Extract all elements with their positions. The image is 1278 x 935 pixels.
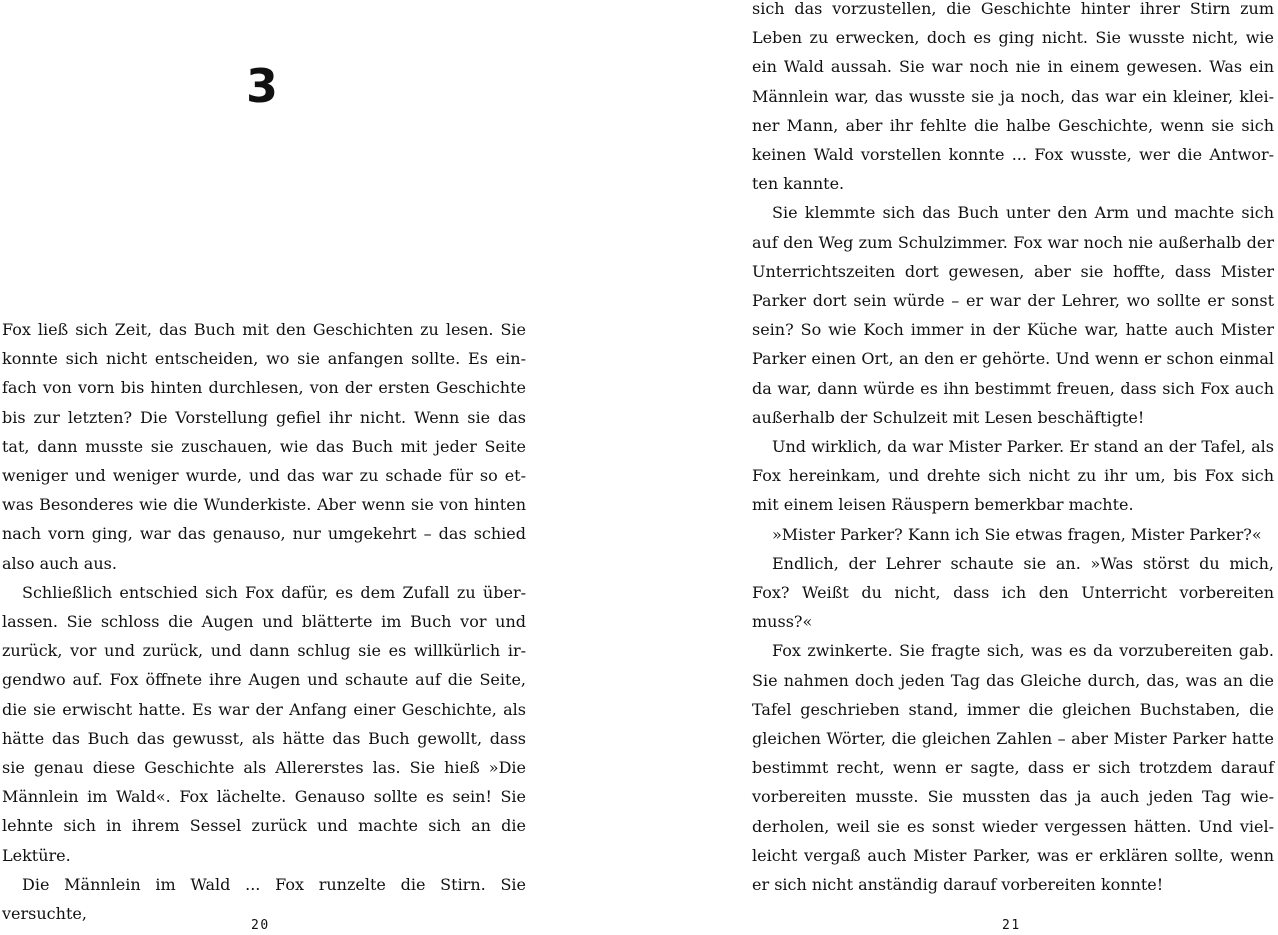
left-page bbox=[0, 0, 530, 935]
paragraph: Die Männlein im Wald ... Fox runzelte die Stirn. Sie versuchte, bbox=[2, 874, 526, 924]
left-body-text bbox=[2, 315, 526, 928]
chapter-number: 3 bbox=[245, 59, 278, 113]
paragraph: Sie klemmte sich das Buch unter den Arm und machte sich auf den Weg zum Schulzimmer. Fox war noch nie außerhalb der Unterrichtszeiten dort gewesen, aber sie hoffte, dass Mister Parker dort sein würde – er war der Lehrer, wo sollte er sonst sein? So wie Koch immer in der Küche war, hatte auch Mister Parker einen Ort, an den er gehörte. Und wenn er schon einmal da war, dann würde es ihn bestimmt freuen, dass sich Fox auch außerhalb der Schulzeit mit Lesen beschäftigte! bbox=[752, 203, 1274, 427]
page-number: 21 bbox=[1002, 918, 1021, 933]
paragraph: Fox ließ sich Zeit, das Buch mit den Geschichten zu lesen. Sie konnte sich nicht entscheiden, wo sie anfangen sollte. Es einfach von vorn bis hinten durchlesen, von der ersten Geschichte bis zur letzten? Die Vorstellung gefiel ihr nicht. Wenn sie das tat, dann musste sie zuschauen, wie das Buch mit jeder Seite weniger und weniger wurde, und das war zu schade für so etwas Besonderes wie die Wunderkiste. Aber wenn sie von hinten nach vorn ging, war das genauso, nur umgekehrt – das schied also auch aus. bbox=[2, 320, 526, 573]
paragraph: »Mister Parker? Kann ich Sie etwas fragen, Mister Parker?« bbox=[772, 524, 1262, 544]
paragraph: Schließlich entschied sich Fox dafür, es dem Zufall zu überlassen. Sie schloss die Augen und blätterte im Buch vor und zurück, vor und zurück, und dann schlug sie es willkürlich irgendwo auf. Fox öffnete ihre Augen und schaute auf die Seite, die sie erwischt hatte. Es war der Anfang einer Geschichte, als hätte das Buch das gewusst, als hätte das Buch gewollt, dass sie genau diese Geschichte als Allererstes las. Sie hieß »Die Männlein im Wald«. Fox lächelte. Genauso sollte es sein! Sie lehnte sich in ihrem Sessel zurück und machte sich an die Lektüre. bbox=[2, 582, 526, 865]
paragraph: Und wirklich, da war Mister Parker. Er stand an der Tafel, als Fox hereinkam, und drehte sich nicht zu ihr um, bis Fox sich mit einem leisen Räuspern bemerkbar machte. bbox=[752, 437, 1274, 515]
paragraph: Endlich, der Lehrer schaute sie an. »Was störst du mich, Fox? Weißt du nicht, dass ich den Unterricht vorbereiten muss?« bbox=[752, 553, 1274, 632]
paragraph: sich das vorzustellen, die Geschichte hinter ihrer Stirn zum Leben zu erwecken, doch es ging nicht. Sie wusste nicht, wie ein Wald aussah. Sie war noch nie in einem gewesen. Was ein Männlein war, das wusste sie ja noch, das war ein kleiner, kleiner Mann, aber ihr fehlte die halbe Geschichte, wenn sie sich keinen Wald vorstellen konnte ... Fox wusste, wer die Antworten kannte. bbox=[752, 0, 1274, 194]
right-body-text bbox=[752, 0, 1274, 899]
paragraph: Fox zwinkerte. Sie fragte sich, was es da vorzubereiten gab. Sie nahmen doch jeden Tag das Gleiche durch, das, was an die Tafel geschrieben stand, immer die gleichen Buchstaben, die gleichen Wörter, die gleichen Zahlen – aber Mister Parker hatte bestimmt recht, wenn er sagte, dass er sich trotzdem darauf vorbereiten musste. Sie mussten das ja auch jeden Tag wiederholen, weil sie es sonst wieder vergessen hätten. Und vielleicht vergaß auch Mister Parker, was er erklären sollte, wenn er sich nicht anständig darauf vorbereiten konnte! bbox=[752, 641, 1274, 895]
page-number: 20 bbox=[251, 918, 270, 933]
right-page bbox=[752, 0, 1276, 935]
